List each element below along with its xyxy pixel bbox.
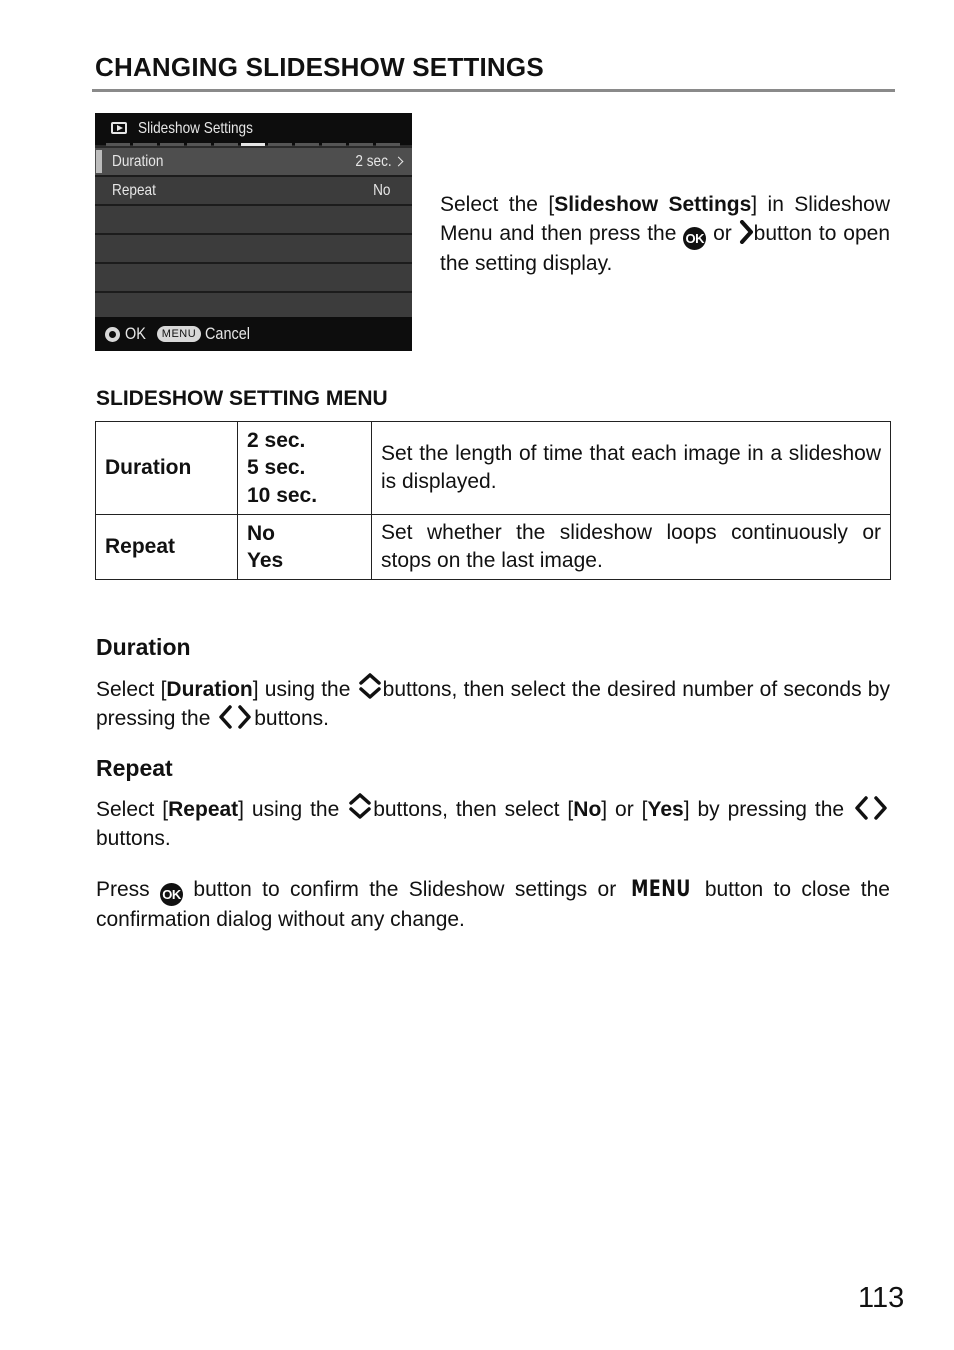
setting-menu-heading: SLIDESHOW SETTING MENU [96, 387, 388, 410]
para-bold: Duration [166, 678, 253, 701]
setting-options [238, 422, 372, 515]
para-text: ] using the [238, 798, 340, 821]
para-text: button to close the confirmation dialog without any change. [96, 878, 890, 931]
para-text: buttons. [96, 826, 171, 850]
setting-name: Duration [96, 422, 238, 515]
para-text: buttons, then select [ [373, 798, 574, 821]
setting-options [238, 515, 372, 580]
table-row [96, 422, 891, 515]
para-text: buttons, then select the desired number of seconds by pressing the [96, 678, 890, 730]
ok-button-icon: OK [683, 227, 706, 250]
right-arrow-icon [739, 220, 754, 244]
para-bold: Yes [647, 798, 684, 821]
menu-key-badge: MENU [157, 326, 201, 342]
repeat-heading: Repeat [96, 755, 173, 781]
setting-menu-table [95, 421, 891, 580]
para-bold: No [573, 798, 602, 821]
para-text: buttons. [254, 706, 329, 730]
title-divider [92, 89, 895, 92]
page-number: 113 [858, 1282, 905, 1314]
screen-row-value: 2 sec. [355, 153, 392, 170]
para-text: ] or [ [601, 798, 648, 821]
screen-title-bar [95, 113, 412, 145]
intro-paragraph [440, 191, 890, 278]
ok-button-icon: OK [160, 883, 183, 906]
screen-row-repeat [95, 177, 412, 206]
para-text: ] using the [252, 678, 351, 701]
screen-row-empty [95, 293, 412, 317]
footer-cancel-label: Cancel [205, 324, 250, 343]
left-right-arrows-icon [216, 705, 254, 729]
screen-footer [95, 317, 412, 351]
setting-name: Repeat [96, 515, 238, 580]
table-row [96, 515, 891, 580]
intro-text: or [713, 221, 732, 245]
ok-dot-icon [105, 327, 120, 342]
camera-screen [95, 113, 412, 351]
intro-text: button to open the setting display. [440, 221, 890, 275]
para-text: ] by pressing the [683, 798, 845, 821]
screen-row-empty [95, 235, 412, 264]
intro-text: ] in Slideshow Menu and then press the [440, 193, 890, 245]
para-text: Press [96, 878, 150, 901]
setting-description: Set the length of time that each image in a slideshow is displayed. [372, 422, 891, 515]
setting-description: Set whether the slideshow loops continuously or stops on the last image. [372, 515, 891, 580]
repeat-paragraph [96, 792, 890, 853]
para-text: Select [ [96, 798, 169, 821]
confirm-paragraph [96, 876, 890, 935]
up-down-arrows-icon [347, 792, 373, 820]
duration-paragraph [96, 672, 890, 733]
footer-ok-label: OK [125, 324, 146, 343]
screen-row-label: Repeat [112, 182, 156, 199]
option-item: Yes [247, 549, 284, 572]
tab-indicator [95, 143, 412, 146]
screen-row-label: Duration [112, 153, 164, 170]
intro-bold: Slideshow Settings [554, 193, 752, 216]
slideshow-play-icon [111, 122, 127, 134]
intro-text: Select the [ [440, 193, 555, 216]
option-item: 2 sec. [247, 428, 306, 452]
chevron-right-icon [394, 157, 404, 167]
option-item: No [247, 521, 275, 545]
screen-row-duration [95, 148, 412, 177]
para-text: button to confirm the Slideshow settings or [193, 878, 617, 901]
para-bold: Repeat [168, 798, 239, 821]
screen-row-empty [95, 206, 412, 235]
screen-title: Slideshow Settings [138, 120, 253, 137]
option-item: 10 sec. [247, 483, 318, 507]
page-title: CHANGING SLIDESHOW SETTINGS [95, 52, 544, 82]
screen-row-empty [95, 264, 412, 293]
duration-heading: Duration [96, 634, 191, 660]
screen-row-value: No [372, 182, 390, 199]
option-item: 5 sec. [247, 456, 306, 480]
menu-button-icon: MENU [630, 877, 691, 902]
selection-bar [96, 150, 102, 173]
up-down-arrows-icon [357, 672, 383, 700]
left-right-arrows-icon [852, 796, 890, 820]
para-text: Select [ [96, 678, 167, 701]
